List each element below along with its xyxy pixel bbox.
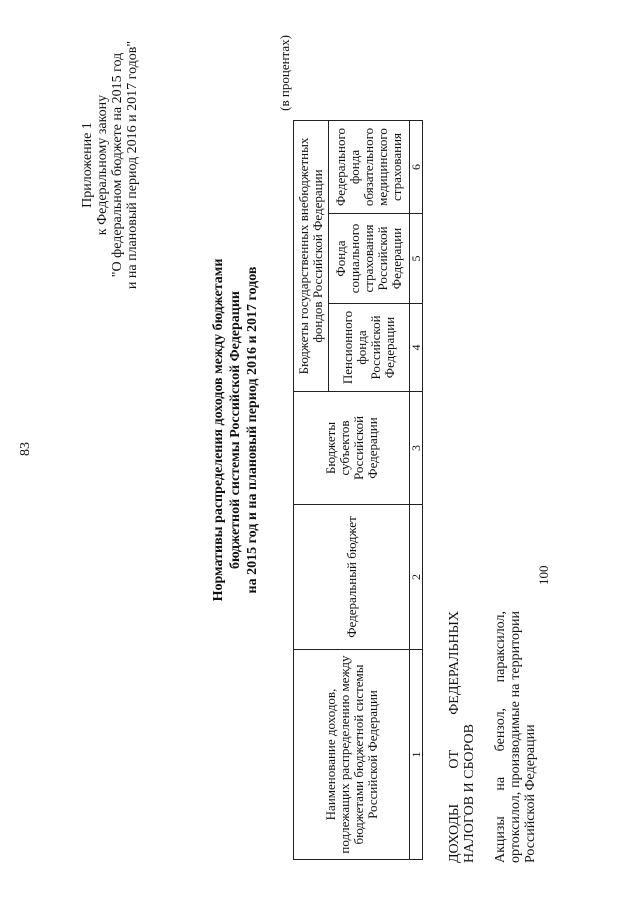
header-medical-insurance-fund: Федерального фонда обязательного медицинского страхования — [329, 121, 410, 214]
column-number: 4 — [410, 304, 423, 392]
title-line: Нормативы распределения доходов между бюджетами — [211, 258, 226, 602]
title-line: бюджетной системы Российской Федерации — [228, 291, 243, 569]
column-number: 3 — [410, 392, 423, 505]
page-number: 83 — [18, 442, 33, 456]
header-federal-budget: Федеральный бюджет — [294, 505, 410, 650]
header-pension-fund: Пенсионного фонда Российской Федерации — [329, 304, 410, 392]
excise-row-label: Акцизы на бензол, параксилол, ортоксилол, производимые на территории Российской Федерации — [493, 611, 538, 863]
excise-federal-value: 100 — [536, 565, 551, 585]
section-heading: ДОХОДЫ ОТ ФЕДЕРАЛЬНЫХ НАЛОГОВ И СБОРОВ — [447, 611, 477, 863]
appendix-line: и на плановый период 2016 и 2017 годов" — [125, 40, 140, 290]
column-number: 1 — [410, 650, 423, 860]
norms-table — [293, 120, 423, 860]
column-number: 6 — [410, 121, 423, 214]
header-extrabudgetary-funds: Бюджеты государственных внебюджетных фондов Российской Федерации — [294, 121, 329, 392]
appendix-line: Приложение 1 — [80, 122, 95, 208]
header-social-insurance-fund: Фонда социального страхования Российской Федерации — [329, 214, 410, 304]
units-note: (в процентах) — [277, 35, 292, 111]
appendix-line: к Федеральному закону — [95, 94, 110, 236]
appendix-line: "О федеральном бюджете на 2015 год — [110, 52, 125, 278]
header-regional-budgets: Бюджеты субъектов Российской Федерации — [294, 392, 410, 505]
column-number-row — [410, 121, 423, 860]
header-row — [294, 121, 329, 860]
title-line: на 2015 год и на плановый период 2016 и 2017 годов — [245, 266, 260, 594]
document-title — [210, 200, 261, 660]
column-number: 2 — [410, 505, 423, 650]
appendix-reference — [80, 15, 140, 315]
header-revenue-name: Наименование доходов, подлежащих распределению между бюджетами бюджетной системы Российской Федерации — [294, 650, 410, 860]
column-number: 5 — [410, 214, 423, 304]
